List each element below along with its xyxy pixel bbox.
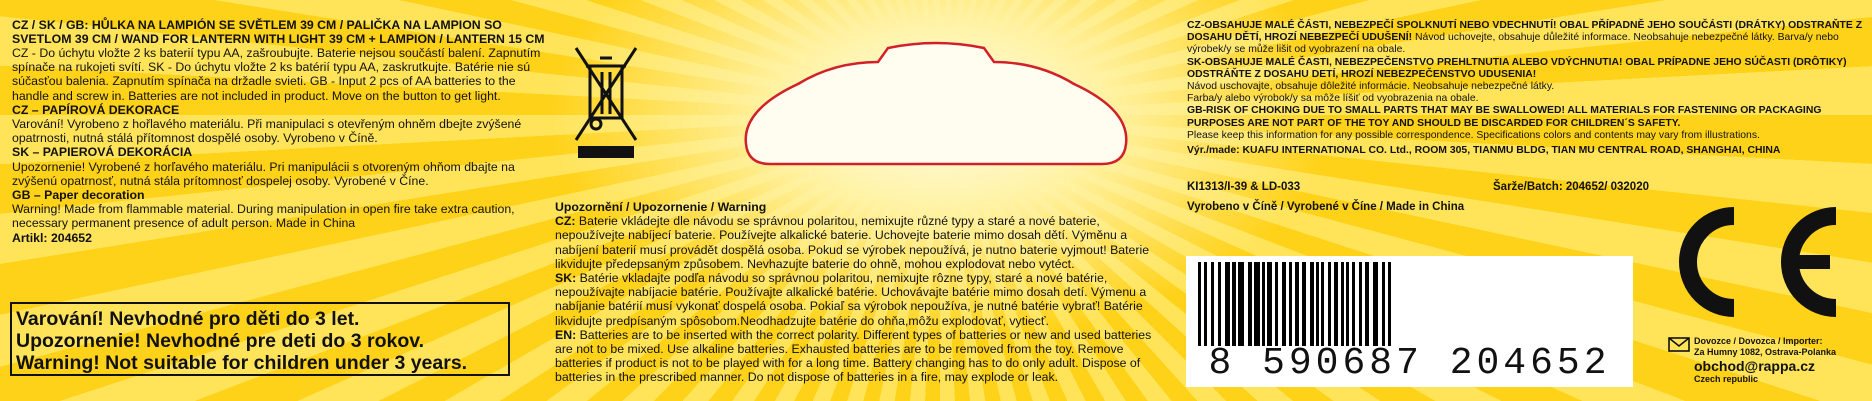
barcode-bar <box>1316 262 1319 346</box>
lantern-window-outline <box>738 40 1134 168</box>
barcode-bar <box>1328 262 1331 346</box>
barcode-bar <box>1254 262 1260 346</box>
warning-title: Upozornění / Upozornenie / Warning <box>555 200 767 214</box>
barcode-bar <box>1346 262 1349 346</box>
safety-text-block <box>1187 20 1867 157</box>
barcode-bar <box>1352 262 1355 346</box>
importer-label: Dovozce / Dovozca / Importer: <box>1694 336 1823 346</box>
section-cz-text: Varování! Vyrobeno z hořlavého materiálu. Při manipulaci s otevřeným ohněm dbejte zvýšené opatrnosti, nutná stálá přítomnost dospělé osoby. Vyrobeno v Číně. <box>12 117 522 146</box>
age-warning-box <box>10 302 510 376</box>
barcode-bar <box>1282 262 1286 346</box>
age-warning-cz: Varování! Nevhodné pro děti do 3 let. <box>16 308 360 330</box>
manufacturer: Výr./made: KUAFU INTERNATIONAL CO. Ltd., ROOM 305, TIANMU BLDG, TIAN MU CENTRAL ROAD, SHANGHAI, CHINA <box>1187 145 1781 157</box>
barcode-bar <box>1295 262 1299 346</box>
barcode-bar <box>1204 262 1207 346</box>
barcode-bar <box>1373 262 1378 346</box>
section-sk-heading: SK – PAPIEROVÁ DEKORÁCIA <box>12 145 193 160</box>
product-heading: CZ / SK / GB: HŮLKA NA LAMPIÓN SE SVĚTLEM 39 CM / PALIČKA NA LAMPION SO SVETLOM 39 CM / WAND FOR LANTERN WITH LIGHT 39 CM + LAMPION / LANTERN 15 CM <box>12 18 545 46</box>
section-cz-heading: CZ – PAPÍROVÁ DEKORACE <box>12 102 180 117</box>
section-sk-text: Upozornenie! Vyrobené z horľavého materiálu. Pri manipulácii s otvoreným ohňom dbajte na zvýšenú opatrnosť, nutná stála prítomnosť dospelej osoby. Vyrobené v Číne. <box>12 159 515 188</box>
section-gb-heading: GB – Paper decoration <box>12 188 145 203</box>
barcode-bar <box>1267 262 1272 346</box>
battery-warning-block <box>555 200 1165 385</box>
barcode-bar <box>1382 262 1385 346</box>
importer-email[interactable]: obchod@rappa.cz <box>1694 358 1815 374</box>
barcode-bar <box>1211 262 1214 346</box>
barcode-bar <box>1198 262 1201 346</box>
ce-mark-icon <box>1654 206 1846 318</box>
barcode-bar <box>1238 262 1244 346</box>
safety-gb-note: Please keep this information for any possible correspondence. Specifications colors and contents may vary from illustrations. <box>1187 129 1760 141</box>
barcode-digits: 8 590687 204652 <box>1208 342 1611 385</box>
product-code: KI1313/I-39 & LD-033 <box>1187 181 1301 193</box>
barcode-bar <box>1341 262 1344 346</box>
section-gb-text: Warning! Made from flammable material. During manipulation in open fire take extra caution, necessary permanent presence of adult person. Made in China <box>12 202 515 231</box>
barcode-bar <box>1248 262 1252 346</box>
safety-cz: CZ-OBSAHUJE MALÉ ČÁSTI, NEBEZPEČÍ SPOLKNUTÍ NEBO VDECHNUTÍ! OBAL PŘÍPADNĚ JEHO SOUČÁSTI (DRÁTKY) ODSTRAŇTE Z DOSAHU DĚTÍ, HROZÍ NEBEZPEČÍ UDUŠENÍ! Návod uchovejte, obsahuje důležité informace. Neobsahuje nebezpečné látky. Barva/y nebo výrobek/y se může lišit od vyobrazení na obale. <box>1187 20 1863 56</box>
barcode <box>1186 256 1633 387</box>
barcode-bar <box>1232 262 1236 346</box>
importer-address: Za Humny 1082, Ostrava-Polanka <box>1694 347 1837 357</box>
barcode-bar <box>1310 262 1314 346</box>
crossed-out-wheelie-bin-icon <box>574 44 638 160</box>
envelope-icon <box>1668 337 1690 352</box>
made-in-text: Vyrobeno v Číně / Vyrobené v Číne / Made in China <box>1187 201 1465 213</box>
age-warning-sk: Upozornenie! Nevhodné pre deti do 3 rokov. <box>16 330 425 352</box>
barcode-bar <box>1359 262 1362 346</box>
barcode-bar <box>1334 262 1338 346</box>
barcode-bar <box>1218 262 1221 346</box>
warning-en: EN: Batteries are to be inserted with the correct polarity. Different types of batteries or new and used batteries are not to be mixed. Use alkaline batteries. Exhausted batteries are to be removed from the toy. Remove batteries if product is not to be played with for a long time. Battery changing has to do only adult. Dispose of batteries in the prescribed manner. Do not dispose of batteries in a fire, may explode or leak. <box>555 327 1152 385</box>
safety-sk: SK-OBSAHUJE MALÉ ČASTI, NEBEZPEČENSTVO PREHLTNUTIA ALEBO VDÝCHNUTIA! OBAL PRÍPADNE JEHO SÚČASTI (DRÔTIKY) ODSTRÁŇTE Z DOSAHU DETÍ, HROZÍ NEBEZPEČENSTVO UDUSENIA! <box>1187 56 1847 80</box>
safety-sk-note2: Farba/y alebo výrobok/y sa môže líšiť od vyobrazenia na obale. <box>1187 93 1479 105</box>
barcode-bar <box>1262 262 1265 346</box>
left-text-column <box>12 18 552 245</box>
barcode-bar <box>1225 262 1230 346</box>
barcode-bar <box>1275 262 1278 346</box>
warning-cz: CZ: Baterie vkládejte dle návodu se správnou polaritou, nemixujte různé typy a staré a nové baterie, nepoužívejte nabíjecí baterie. Používejte alkalické baterie. Uchovejte baterie mimo dosah dětí. Výměnu a nabíjení baterií musí provádět dospělá osoba. Pokud se výrobek nepoužívá, je nutno baterie vyjmout! Baterie likvidujte předepsaným způsobem. Nevhazujte baterie do ohně, mohou explodovat nebo vytéct. <box>555 214 1150 271</box>
barcode-bar <box>1388 262 1391 346</box>
safety-gb: GB-RISK OF CHOKING DUE TO SMALL PARTS THAT MAY BE SWALLOWED! ALL MATERIALS FOR FASTENING OR PACKAGING PURPOSES ARE NOT PART OF THE TOY AND SHOULD BE DISCARDED FOR CHILDREN´S SAFETY. <box>1187 105 1822 129</box>
battery-instructions: CZ - Do úchytu vložte 2 ks baterií typu AA, zašroubujte. Baterie nejsou součástí balení. Zapnutím spínače na rukojeti svítí. SK - Do úchytu vložte 2 ks batérií typu AA, zaskrutkujte. Batérie nie sú súčasťou balenia. Zapnutím spínača na držadle svieti. GB - Input 2 pcs of AA batteries to the handle and screw in. Batteries are not included in product. Move on the button to get light. <box>12 46 541 103</box>
article-number: Artikl: 204652 <box>12 230 92 245</box>
barcode-bar <box>1289 262 1292 346</box>
age-warning-gb: Warning! Not suitable for children under 3 years. <box>16 352 468 374</box>
barcode-bar <box>1302 262 1306 346</box>
batch-number: Šarže/Batch: 204652/ 032020 <box>1493 181 1649 193</box>
barcode-bars <box>1194 262 1624 346</box>
safety-sk-note1: Návod uschovajte, obsahuje dôležité informácie. Neobsahuje nebezpečné látky. <box>1187 81 1555 93</box>
warning-sk: SK: Batérie vkladajte podľa návodu so správnou polaritou, nemixujte rôzne typy, staré a nové batérie, nepoužívajte nabíjacie batérie. Používajte alkalické batérie. Uchovávajte batérie mimo dosah detí. Výmenu a nabíjanie batérií musí vykonať dospelá osoba. Pokiaľ sa výrobok nepoužíva, je nutné batérie vybrať! Batérie likvidujte predpísaným spôsobom.Neodhadzujte batérie do ohňa,môžu explodovať, vytiecť. <box>555 271 1147 328</box>
importer-country: Czech republic <box>1694 374 1759 384</box>
barcode-bar <box>1321 262 1324 346</box>
barcode-bar <box>1365 262 1369 346</box>
